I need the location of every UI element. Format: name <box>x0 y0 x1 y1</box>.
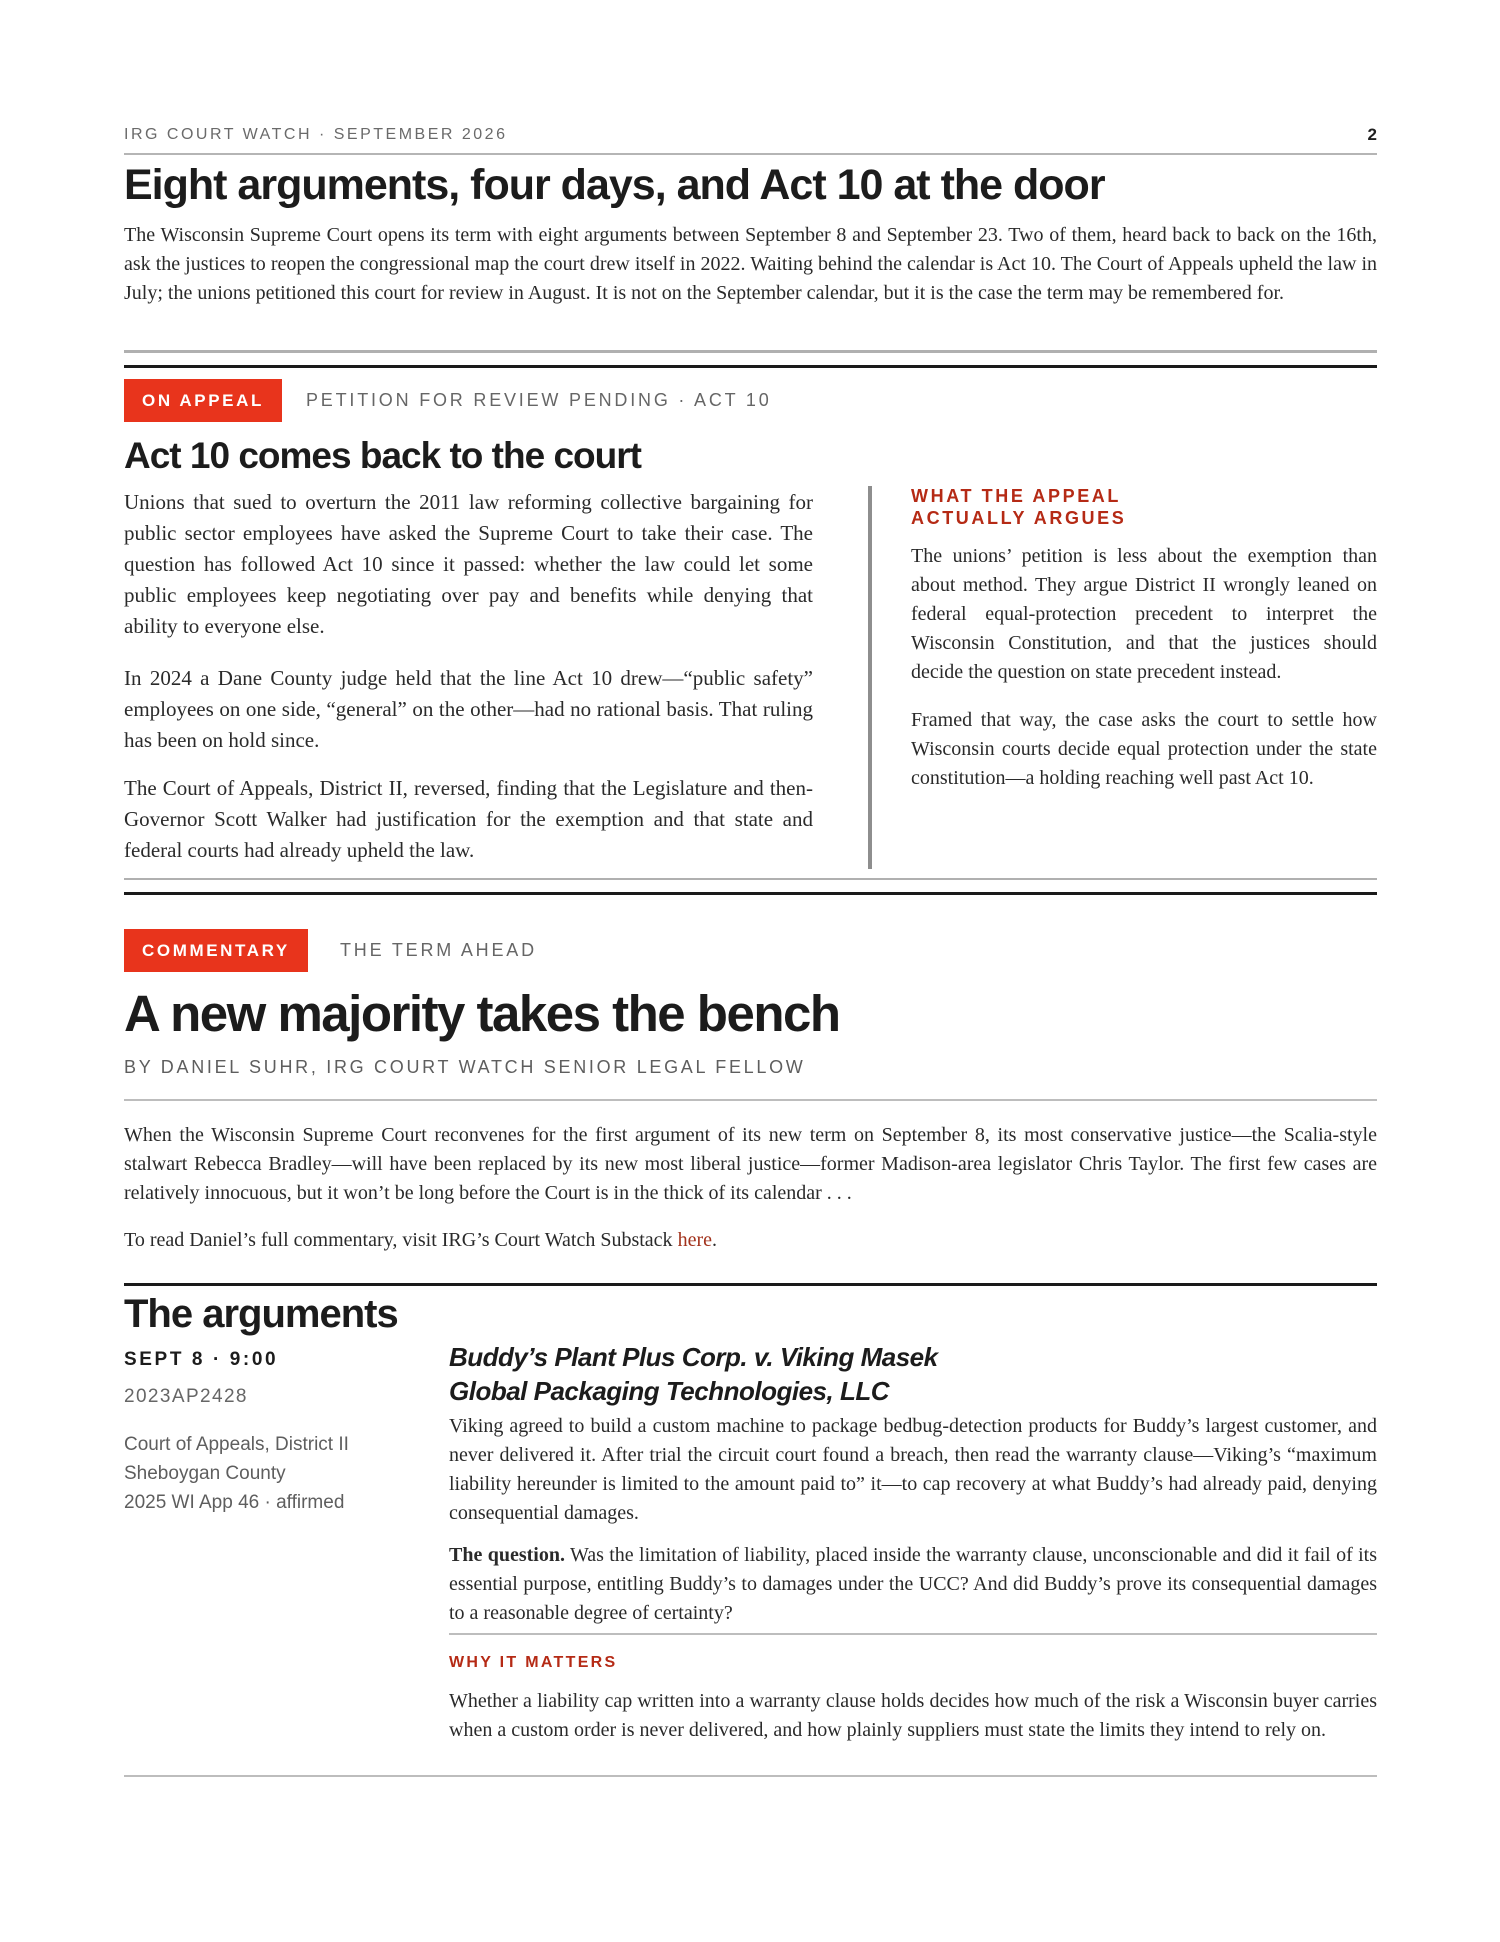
read-more-text: To read Daniel’s full commentary, visit IRG’s Court Watch Substack <box>124 1229 678 1251</box>
case-divider <box>449 1633 1377 1635</box>
county: Sheboygan County <box>124 1463 286 1484</box>
case-origin <box>124 1430 349 1517</box>
why-it-matters-text: Whether a liability cap written into a warranty clause holds decides how much of the risk a Wisconsin buyer carries when a custom order is never delivered, and how plainly suppliers must state the limits they intend to rely on. <box>449 1690 1377 1741</box>
sidebar-accent-bar <box>868 486 872 869</box>
case-title-line: Buddy’s Plant Plus Corp. v. Viking Masek <box>449 1342 938 1372</box>
running-header <box>124 125 1377 155</box>
substack-link[interactable]: here <box>677 1229 712 1251</box>
appeal-kicker: PETITION FOR REVIEW PENDING · ACT 10 <box>306 390 772 410</box>
section-divider <box>124 892 1377 895</box>
lead-headline: Eight arguments, four days, and Act 10 at the door <box>124 161 1105 209</box>
sidebar-paragraph: The unions’ petition is less about the exemption than about method. They argue District II wrongly leaned on federal equal-protection precedent to interpret the Wisconsin Constitution, and that the justices should decide the question on state precedent instead. <box>911 545 1377 683</box>
appeal-paragraph: The Court of Appeals, District II, reversed, finding that the Legislature and then-Governor Scott Walker had justification for the exemption and that state and federal courts had already upheld the law. <box>124 776 813 862</box>
appeal-paragraph: Unions that sued to overturn the 2011 law reforming collective bargaining for public sector employees have asked the Supreme Court to take their case. The question has followed Act 10 since it passed: whether the law could let some public employees keep negotiating over pay and benefits while denying that ability to everyone else. <box>124 490 813 638</box>
section-divider <box>124 878 1377 880</box>
on-appeal-tag: ON APPEAL <box>124 379 282 422</box>
commentary-excerpt: When the Wisconsin Supreme Court reconvenes for the first argument of its new term on September 8, its most conservative justice—the Scalia-style stalwart Rebecca Bradley—will have been replaced by its new most liberal justice—former Madison-area legislator Chris Taylor. The first few cases are relatively innocuous, but it won’t be long before the Court is in the thick of its calendar . . . <box>124 1124 1377 1204</box>
commentary-headline: A new majority takes the bench <box>124 985 840 1042</box>
commentary-kicker: THE TERM AHEAD <box>340 940 537 960</box>
sidebar-heading: WHAT THE APPEAL ACTUALLY ARGUES <box>911 486 1127 528</box>
appeal-paragraph: In 2024 a Dane County judge held that the line Act 10 drew—“public safety” employees on one side, “general” on the other—had no rational basis. That ruling has been on hold since. <box>124 666 813 752</box>
why-it-matters-heading: WHY IT MATTERS <box>449 1654 618 1671</box>
section-divider <box>124 350 1377 353</box>
read-more-suffix: . <box>711 1229 717 1251</box>
read-more-line <box>124 1226 1377 1255</box>
case-bottom-rule <box>124 1775 1377 1777</box>
appeal-headline: Act 10 comes back to the court <box>124 435 641 476</box>
lead-intro: The Wisconsin Supreme Court opens its term with eight arguments between September 8 and September 23. Two of them, heard back to back on the 16th, ask the justices to reopen the congressional map the court drew itself in 2022. Waiting behind the calendar is Act 10. The Court of Appeals upheld the law in July; the unions petitioned this court for review in August. It is not on the September calendar, but it is the case the term may be remembered for. <box>124 224 1377 304</box>
commentary-byline: BY DANIEL SUHR, IRG COURT WATCH SENIOR LEGAL FELLOW <box>124 1057 806 1077</box>
sidebar-paragraph: Framed that way, the case asks the court to settle how Wisconsin courts decide equal protection under the state constitution—a holding reaching well past Act 10. <box>911 709 1377 789</box>
section-divider <box>124 1283 1377 1286</box>
question-text: Was the limitation of liability, placed inside the warranty clause, unconscionable and did it fail of its essential purpose, entitling Buddy’s to damages under the UCC? And did Buddy’s prove its consequential damages to a reasonable degree of certainty? <box>449 1544 1377 1624</box>
arguments-headline: The arguments <box>124 1292 398 1336</box>
page-number: 2 <box>1367 125 1377 144</box>
argument-date: SEPT 8 · 9:00 <box>124 1349 279 1370</box>
citation: 2025 WI App 46 · affirmed <box>124 1492 345 1513</box>
section-divider <box>124 365 1377 368</box>
case-summary: Viking agreed to build a custom machine to package bedbug-detection products for Buddy’s largest customer, and never delivered it. After trial the circuit court found a breach, then read the warranty clause—Viking’s “maximum liability hereunder is limited to the amount paid to” it—to cap recovery at what Buddy’s had already paid, denying consequential damages. <box>449 1415 1377 1524</box>
lower-court: Court of Appeals, District II <box>124 1434 349 1455</box>
case-title-line: Global Packaging Technologies, LLC <box>449 1376 889 1406</box>
docket-number: 2023AP2428 <box>124 1386 248 1407</box>
case-question <box>449 1541 1377 1628</box>
case-title <box>449 1340 938 1408</box>
byline-divider <box>124 1099 1377 1101</box>
question-label: The question. <box>449 1544 565 1566</box>
publication-name: IRG COURT WATCH · SEPTEMBER 2026 <box>124 126 508 143</box>
commentary-tag: COMMENTARY <box>124 929 308 972</box>
